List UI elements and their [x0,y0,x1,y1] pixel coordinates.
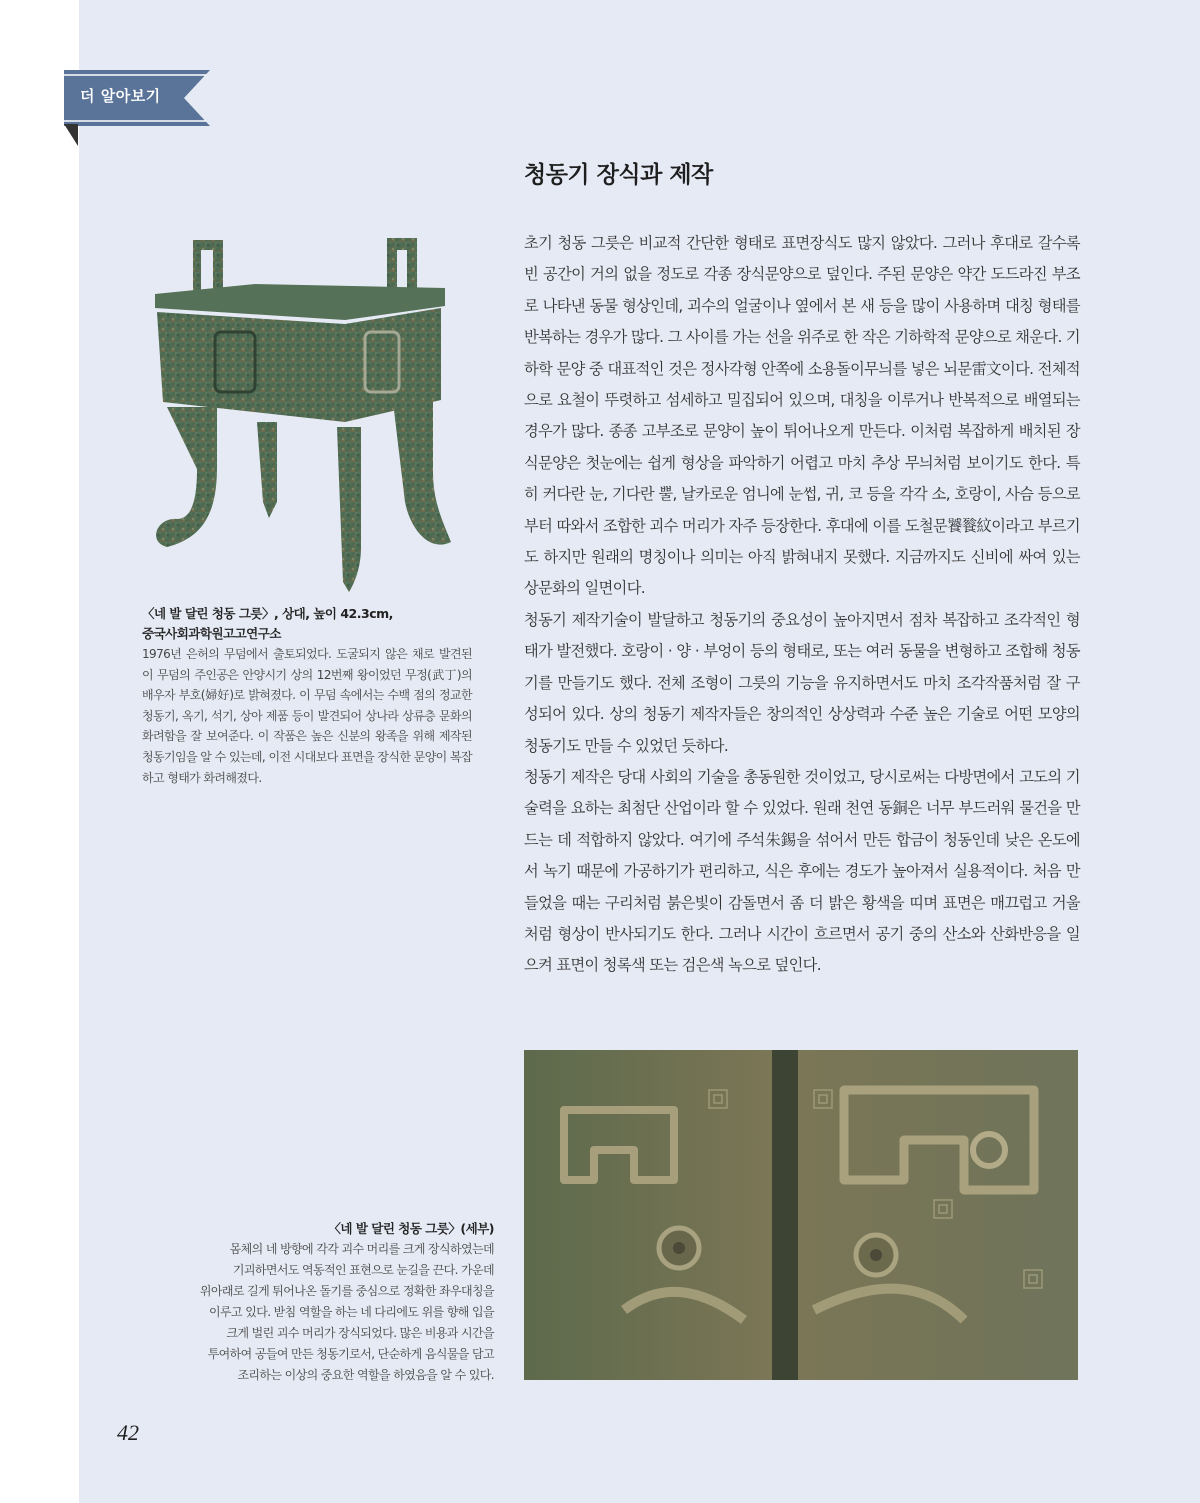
figure2-caption [160,1219,494,1386]
figure1-caption-body: 1976년 은허의 무덤에서 출토되었다. 도굴되지 않은 채로 발견된 이 무덤의 주인공은 안양시기 상의 12번째 왕이었던 무정(武丁)의 배우자 부호(婦好)로 밝혀졌다. 이 무덤 속에서는 수백 점의 정교한 청동기, 옥기, 석기, 상아 제품 등이 발견되어 상나라 상류층 문화의 화려함을 잘 보여준다. 이 작품은 높은 신분의 왕족을 위해 제작된 청동기임을 알 수 있는데, 이전 시대보다 표면을 장식한 문양이 복잡하고 형태가 화려해졌다. [142,647,472,785]
caption-line: 이루고 있다. 받침 역할을 하는 네 다리에도 위를 향해 입을 [209,1305,494,1319]
caption-line: 투여하여 공들여 만든 청동기로서, 단순하게 음식물을 담고 [207,1347,494,1361]
article-paragraph: 청동기 제작은 당대 사회의 기술을 총동원한 것이었고, 당시로써는 다방면에서 고도의 기술력을 요하는 최첨단 산업이라 할 수 있었다. 원래 천연 동銅은 너무 부드러워 물건을 만드는 데 적합하지 않았다. 여기에 주석朱錫을 섞어서 만든 합금이 청동인데 낮은 온도에서 녹기 때문에 가공하기가 편리하고, 식은 후에는 경도가 높아져서 실용적이다. 처음 만들었을 때는 구리처럼 붉은빛이 감돌면서 좀 더 밝은 황색을 띠며 표면은 매끄럽고 거울처럼 형상이 반사되기도 한다. 그러나 시간이 흐르면서 공기 중의 산소와 산화반응을 일으켜 표면이 청록색 또는 검은색 녹으로 덮인다. [524,767,1080,975]
ribbon-label: 더 알아보기 [80,87,161,105]
caption-line: 몸체의 네 방향에 각각 괴수 머리를 크게 장식하였는데 [229,1242,494,1256]
section-ribbon [64,70,210,126]
caption-line: 기괴하면서도 역동적인 표현으로 눈길을 끈다. 가운데 [232,1263,494,1277]
section-title: 청동기 장식과 제작 [524,162,713,188]
figure1-caption [142,604,472,788]
article-body [524,228,1080,982]
bronze-vessel-image [145,232,455,594]
bronze-detail-image [524,1050,1078,1380]
caption-line: 조리하는 이상의 중요한 역할을 하였음을 알 수 있다. [237,1368,494,1382]
figure1-caption-source: 중국사회과학원고고연구소 [142,626,281,641]
article-paragraph: 청동기 제작기술이 발달하고 청동기의 중요성이 높아지면서 점차 복잡하고 조각적인 형태가 발전했다. 호랑이 · 양 · 부엉이 등의 형태로, 또는 여러 동물을 변형하고 조합해 청동기를 만들기도 했다. 전체 조형이 그릇의 기능을 유지하면서도 마치 조각작품처럼 잘 구성되어 있다. 상의 청동기 제작자들은 창의적인 상상력과 수준 높은 기술로 어떤 모양의 청동기도 만들 수 있었던 듯하다. [524,610,1080,755]
caption-line: 크게 벌린 괴수 머리가 장식되었다. 많은 비용과 시간을 [226,1326,494,1340]
caption-line: 위아래로 길게 튀어나온 돌기를 중심으로 정확한 좌우대칭을 [199,1284,494,1298]
figure1-caption-title: 〈네 발 달린 청동 그릇〉, 상대, 높이 42.3cm, [142,606,393,621]
page-number: 42 [117,1420,139,1445]
article-paragraph: 초기 청동 그릇은 비교적 간단한 형태로 표면장식도 많지 않았다. 그러나 후대로 갈수록 빈 공간이 거의 없을 정도로 각종 장식문양으로 덮인다. 주된 문양은 약간 도드라진 부조로 나타낸 동물 형상인데, 괴수의 얼굴이나 옆에서 본 새 등을 많이 사용하며 대칭 형태를 반복하는 경우가 많다. 그 사이를 가는 선을 위주로 한 작은 기하학적 문양으로 채운다. 기하학 문양 중 대표적인 것은 정사각형 안쪽에 소용돌이무늬를 넣은 뇌문雷文이다. 전체적으로 요철이 뚜렷하고 섬세하고 밀집되어 있으며, 대칭을 이루거나 반복적으로 배열되는 경우가 많다. 종종 고부조로 문양이 높이 튀어나오게 만든다. 이처럼 복잡하게 배치된 장식문양은 첫눈에는 쉽게 형상을 파악하기 어렵고 마치 추상 무늬처럼 보이기도 한다. 특히 커다란 눈, 기다란 뿔, 날카로운 엄니에 눈썹, 귀, 코 등을 각각 소, 호랑이, 사슴 등으로부터 따와서 조합한 괴수 머리가 자주 등장한다. 후대에 이를 도철문饕餮紋이라고 부르기도 하지만 원래의 명칭이나 의미는 아직 밝혀내지 못했다. 지금까지도 신비에 싸여 있는 상문화의 일면이다. [524,234,1080,598]
figure2-caption-body [160,1239,494,1386]
ribbon-fold [64,124,80,148]
figure2-caption-title: 〈네 발 달린 청동 그릇〉(세부) [328,1221,494,1236]
